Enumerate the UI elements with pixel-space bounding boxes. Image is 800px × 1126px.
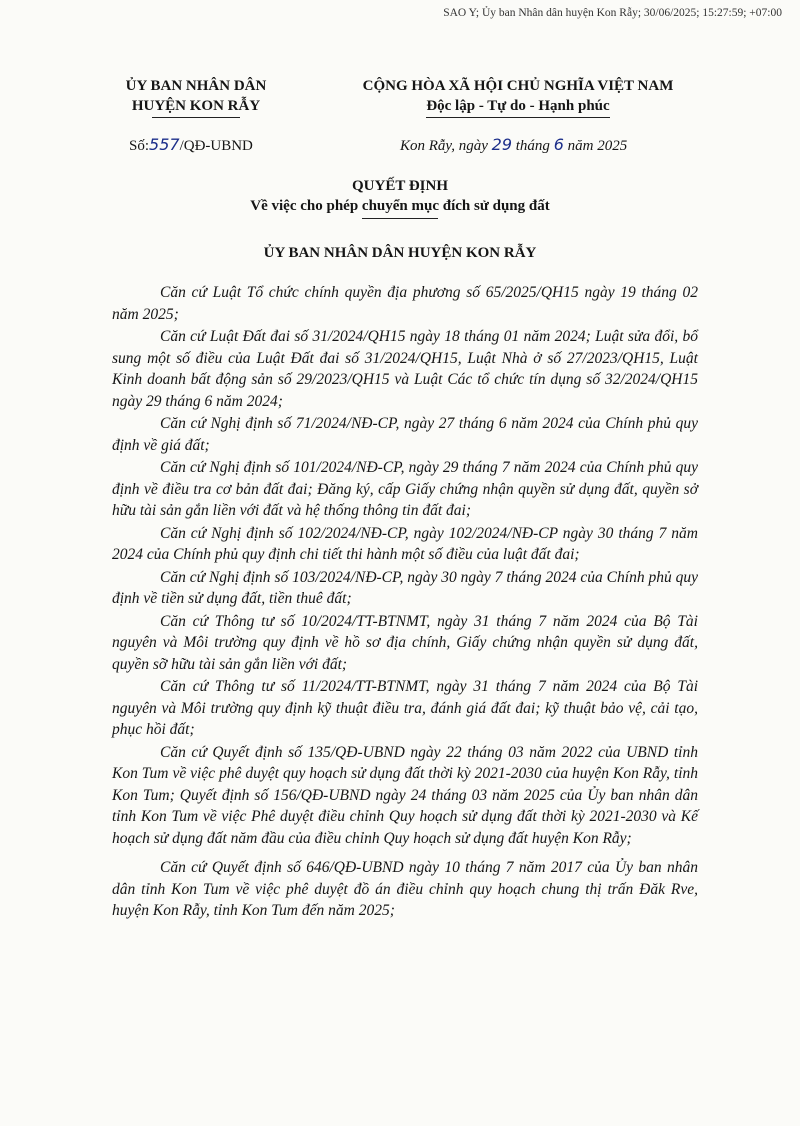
date-month-handwritten: 6 xyxy=(553,135,564,154)
legal-basis-body xyxy=(112,282,698,923)
legal-basis-paragraph: Căn cứ Thông tư số 10/2024/TT-BTNMT, ngày 31 tháng 7 năm 2024 của Bộ Tài nguyên và Môi trường quy định về hồ sơ địa chính, Giấy chứng nhận quyền sử dụng đất, quyền sỡ hữu tài sản gắn liền với đất; xyxy=(112,612,698,673)
issuing-organization xyxy=(112,76,280,116)
legal-basis-paragraph: Căn cứ Luật Đất đai số 31/2024/QH15 ngày 18 tháng 01 năm 2024; Luật sửa đổi, bổ sung một số điều của Luật Đất đai số 31/2024/QH15, Luật Nhà ở số 27/2023/QH15, Luật Kinh doanh bất động sản số 29/2023/QH15 và Luật Các tổ chức tín dụng số 32/2024/QH15 ngày 29 tháng 6 năm 2024; xyxy=(112,328,698,410)
date-suffix: năm 2025 xyxy=(563,138,628,154)
org-line-2: HUYỆN KON RẪY xyxy=(131,98,261,114)
document-number xyxy=(129,135,253,155)
doc-number-handwritten: 557 xyxy=(149,135,180,154)
title-main: QUYẾT ĐỊNH xyxy=(352,178,448,194)
date-day-handwritten: 29 xyxy=(491,135,513,154)
legal-basis-paragraph: Căn cứ Nghị định số 102/2024/NĐ-CP, ngày 102/2024/NĐ-CP ngày 30 tháng 7 năm 2024 của Chính phủ quy định chi tiết thi hành một số điều của luật đất đai; xyxy=(112,524,698,563)
legal-basis-paragraph: Căn cứ Nghị định số 101/2024/NĐ-CP, ngày 29 tháng 7 năm 2024 của Chính phủ quy định về điều tra cơ bản đất đai; Đăng ký, cấp Giấy chứng nhận quyền sử dụng đất, quyền sở hữu tài sản gắn liền với đất và hệ thống thông tin đất đai; xyxy=(112,459,698,519)
issue-date xyxy=(400,135,627,155)
nation-name: CỘNG HÒA XÃ HỘI CHỦ NGHĨA VIỆT NAM xyxy=(362,78,674,94)
legal-basis-paragraph: Căn cứ Thông tư số 11/2024/TT-BTNMT, ngày 31 tháng 7 năm 2024 của Bộ Tài nguyên và Môi trường quy định kỹ thuật điều tra, đánh giá đất đai; kỹ thuật bảo vệ, cải tạo, phục hồi đất; xyxy=(112,678,698,738)
legal-basis-paragraph: Căn cứ Luật Tổ chức chính quyền địa phương số 65/2025/QH15 ngày 19 tháng 02 năm 2025; xyxy=(112,284,698,323)
doc-number-suffix: /QĐ-UBND xyxy=(179,138,253,154)
national-motto xyxy=(318,76,718,116)
legal-basis-paragraph: Căn cứ Nghị định số 103/2024/NĐ-CP, ngày 30 ngày 7 tháng 2024 của Chính phủ quy định về tiền sử dụng đất, tiền thuê đất; xyxy=(112,568,698,607)
document-title xyxy=(0,176,800,216)
date-mid: tháng xyxy=(512,138,554,154)
title-subject: Về việc cho phép chuyển mục đích sử dụng đất xyxy=(250,198,550,214)
motto: Độc lập - Tự do - Hạnh phúc xyxy=(426,98,610,114)
doc-number-prefix: Số: xyxy=(129,138,150,154)
issuing-authority: ỦY BAN NHÂN DÂN HUYỆN KON RẪY xyxy=(263,245,537,261)
legal-basis-paragraph: Căn cứ Nghị định số 71/2024/NĐ-CP, ngày 27 tháng 6 năm 2024 của Chính phủ quy định về giá đất; xyxy=(112,415,698,454)
digital-copy-stamp: SAO Y; Ủy ban Nhân dân huyện Kon Rẫy; 30/06/2025; 15:27:59; +07:00 xyxy=(443,7,782,19)
org-line-1: ỦY BAN NHÂN DÂN xyxy=(125,78,267,94)
legal-basis-paragraph: Căn cứ Quyết định số 646/QĐ-UBND ngày 10 tháng 7 năm 2017 của Ủy ban nhân dân tỉnh Kon Tum về việc phê duyệt đồ án điều chỉnh quy hoạch chung thị trấn Đăk Rve, huyện Kon Rẫy, tỉnh Kon Tum đến năm 2025; xyxy=(112,859,698,919)
legal-basis-paragraph: Căn cứ Quyết định số 135/QĐ-UBND ngày 22 tháng 03 năm 2022 của UBND tỉnh Kon Tum về việc phê duyệt quy hoạch sử dụng đất thời kỳ 2021-2030 của huyện Kon Rẫy, tỉnh Kon Tum; Quyết định số 156/QĐ-UBND ngày 24 tháng 03 năm 2025 của Ủy ban nhân dân tỉnh Kon Tum về việc Phê duyệt điều chỉnh Quy hoạch sử dụng đất thời kỳ 2021-2030 và Kế hoạch sử dụng đất năm đầu của điều chỉnh Quy hoạch sử dụng đất huyện Kon Rẫy; xyxy=(112,743,698,847)
date-prefix: Kon Rẫy, ngày xyxy=(400,138,492,154)
